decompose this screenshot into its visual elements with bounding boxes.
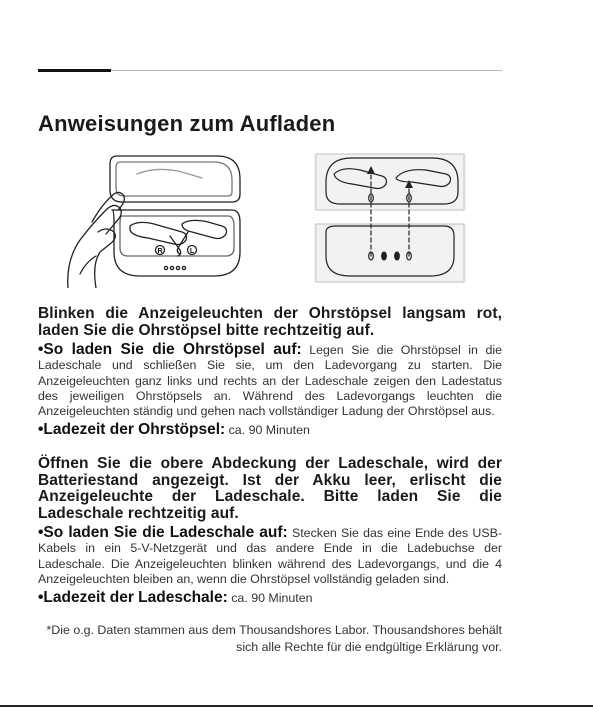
section-heading: Öffnen Sie die obere Abdeckung der Ladeschale, wird der Batteriestand angezeigt. Ist der Akku leer, erlischt die Anzeigeleuchte der Ladeschale. Bitte laden Sie die Ladeschale rechtzeitig auf. <box>38 455 502 522</box>
charge-time-line <box>38 589 502 607</box>
section-case-charging <box>38 456 502 607</box>
left-earbud-label: L <box>189 248 195 255</box>
charge-time-lead: •Ladezeit der Ohrstöpsel: <box>38 421 226 439</box>
instruction-paragraph <box>38 342 502 419</box>
charge-time-value: ca. 90 Minuten <box>227 591 313 606</box>
right-earbud-label: R <box>157 248 163 255</box>
instruction-lead: •So laden Sie die Ladeschale auf: <box>38 524 288 541</box>
instruction-lead: •So laden Sie die Ohrstöpsel auf: <box>38 341 302 358</box>
section-heading: Blinken die Anzeigeleuchten der Ohrstöpsel langsam rot, laden Sie die Ohrstöpsel bitte rechtzeitig auf. <box>38 305 502 339</box>
instruction-paragraph <box>38 525 502 587</box>
instruction-text: Stecken Sie das eine Ende des USB-Kabels in ein 5-V-Netzgerät und das andere Ende in die Ladebuchse der Ladeschale. Die Anzeigeleuchten blinken während des Ladevorgangs, und die 4 Anzeigeleuchten bleiben an, wenn die Ohrstöpsel vollständig geladen sind. <box>38 526 502 586</box>
indicator-lights-illustration <box>312 152 468 288</box>
charge-time-value: ca. 90 Minuten <box>225 423 310 438</box>
footnote: *Die o.g. Daten stammen aus dem Thousandshores Labor. Thousandshores behält sich alle Rechte für die endgültige Erklärung vor. <box>46 623 502 654</box>
header-rule-accent <box>38 69 111 72</box>
instruction-text: Legen Sie die Ohrstöpsel in die Ladeschale und schließen Sie sie, um den Ladevorgang zu starten. Die Anzeigeleuchten ganz links und rechts an der Ladeschale zeigen den Ladestatus des jeweiligen Ohrstöpsels an. Während des Ladevorgangs leuchten die Anzeigeleuchten ständig und gehen nach vollständiger Ladung der Ohrstöpsel aus. <box>38 343 502 419</box>
section-earbud-charging <box>38 306 502 439</box>
charge-time-line <box>38 421 502 439</box>
charging-case-open-illustration <box>62 152 254 288</box>
charge-time-lead: •Ladezeit der Ladeschale: <box>38 589 228 607</box>
page-title: Anweisungen zum Aufladen <box>38 111 336 136</box>
